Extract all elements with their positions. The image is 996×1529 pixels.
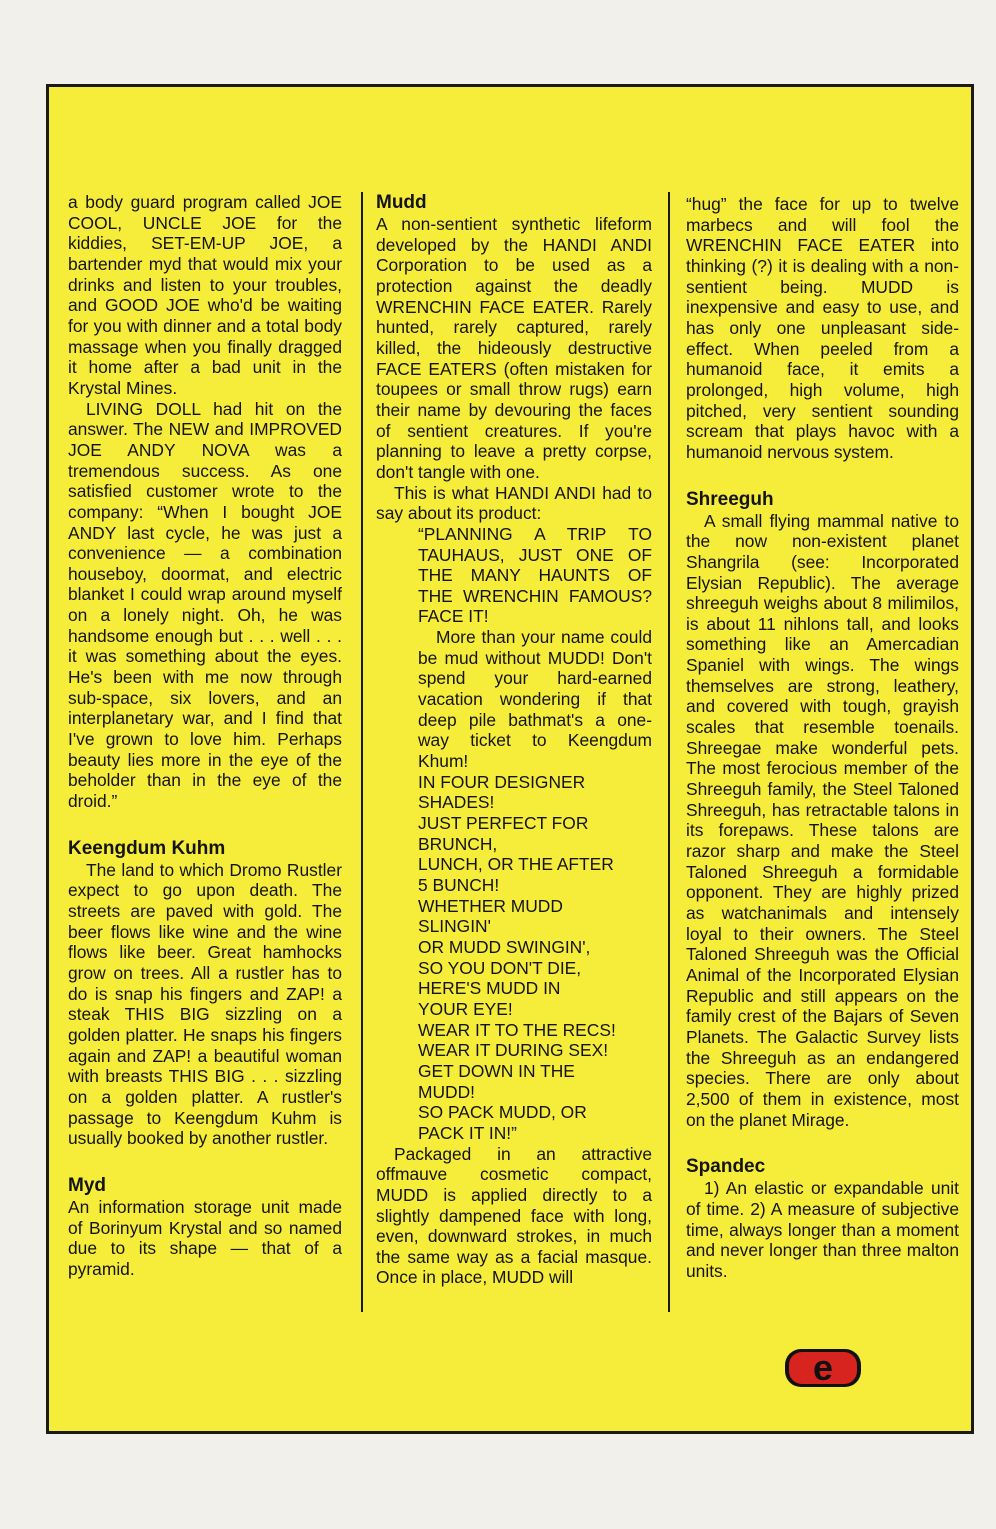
ad-jingle-line: SO YOU DON'T DIE, [418,957,582,978]
joe-andy-paragraph-2: LIVING DOLL had hit on the answer. The NEW and IMPROVED JOE ANDY NOVA was a tremendous success. As one satisfied customer wrote to the company: “When I bought JOE ANDY last cycle, he was just a convenience — a combination houseboy, doormat, and electric blanket I could wrap around myself on a lonely night. Oh, he was handsome enough but . . . well . . . it was something about the eyes. He's been with me now through sub-space, six lovers, and an interplanetary war, and I find that I've grown to love him. Perhaps beauty lies more in the eye of the beholder than in the eye of the droid.” [68,398,342,812]
ad-jingle-line: LUNCH, OR THE AFTER [418,854,614,875]
heading-mudd: Mudd [376,192,427,213]
mudd-text: A non-sentient synthetic lifeform developed by the HANDI ANDI Corporation to be used as a protection against the deadly WRENCHIN FACE EATER. Rarely hunted, rarely captured, rarely killed, the hideously destructive FACE EATERS (often mistaken for toupees or small throw rugs) earn their name by devouring the faces of sentient creatures. If you're planning to leave a pretty corpse, don't tangle with one. [376,214,652,482]
shreeguh-text: A small flying mammal native to the now non-existent planet Shangrila (see: Incorporated Elysian Republic). The average shreeguh weighs about 8 milimilos, is about 11 nihlons tall, and looks something like an Amercadian Spaniel with wings. The wings themselves are strong, leathery, and covered with tough, grayish scales that resemble toenails. Shreegae make wonderful pets. The most ferocious member of the Shreeguh family, the Steel Taloned Shreeguh, has retractable talons in its forepaws. These talons are razor sharp and make the Steel Taloned Shreeguh a formidable opponent. They are highly prized as watchanimals and intensely loyal to their owners. The Steel Taloned Shreeguh was the Official Animal of the Incorporated Elysian Republic and still appears on the family crest of the Bajars of Seven Planets. The Galactic Survey lists the Shreeguh as an endangered species. There are only about 2,500 of them in existence, most on the planet Mirage. [686,510,959,1130]
mudd-advertisement [418,524,652,1144]
ad-jingle-line: WEAR IT TO THE RECS! [418,1019,616,1040]
heading-keengdum-kuhm: Keengdum Kuhm [68,837,226,859]
spandec-text: 1) An elastic or expandable unit of time. 2) A measure of subjective time, always longer than a moment and never longer than three malton units. [686,1178,959,1281]
ad-jingle-line: IN FOUR DESIGNER [418,771,586,792]
ad-jingle-line: HERE'S MUDD IN [418,978,561,999]
mudd-packaging-text: Packaged in an attractive offmauve cosmetic compact, MUDD is applied directly to a slightly dampened face with long, even, downward strokes, in much the same way as a facial masque. Once in place, MUDD will [376,1143,652,1288]
ad-jingle-line: PACK IT IN!” [418,1122,517,1143]
logo-letter: e [812,1347,834,1388]
column-2 [376,192,652,1288]
ad-jingle-line: WHETHER MUDD [418,895,563,916]
column-3 [686,194,959,1282]
ad-jingle-line: JUST PERFECT FOR [418,813,589,834]
ad-jingle-line: SLINGIN' [418,916,491,937]
myd-text: An information storage unit made of Borinyum Krystal and so named due to its shape — that of a pyramid. [68,1196,342,1279]
heading-spandec: Spandec [686,1156,766,1178]
ad-lead: “PLANNING A TRIP TO TAUHAUS, JUST ONE OF THE MANY HAUNTS OF THE WRENCHIN FAMOUS? FACE IT! [418,523,652,627]
mudd-continued-text: “hug” the face for up to twelve marbecs and will fool the WRENCHIN FACE EATER into thinking (?) it is dealing with a non-sentient being. MUDD is inexpensive and easy to use, and has only one unpleasant side-effect. When peeled from a humanoid face, it emits a prolonged, high volume, high pitched, very sentient sounding scream that plays havoc with a humanoid nervous system. [686,194,959,462]
heading-myd: Myd [68,1174,106,1196]
keengdum-kuhm-text: The land to which Dromo Rustler expect to go upon death. The streets are paved with gold. The beer flows like wine and the wine flows like beer. Great hamhocks grow on trees. All a rustler has to do is snap his fingers and ZAP! a steak THIS BIG sizzling on a golden platter. He snaps his fingers again and ZAP! a beautiful woman with breasts THIS BIG . . . sizzling on a golden platter. A rustler's passage to Keengdum Kuhm is usually booked by another rustler. [68,859,342,1149]
ad-jingle-line: SO PACK MUDD, OR [418,1102,587,1123]
ad-jingle-line: BRUNCH, [418,833,498,854]
mudd-quote-intro: This is what HANDI ANDI had to say about its product: [376,482,652,524]
ad-jingle-line: GET DOWN IN THE [418,1060,575,1081]
column-divider-2 [668,192,670,1312]
ad-body: More than your name could be mud without MUDD! Don't spend your hard-earned vacation wondering if that deep pile bathmat's a one-way ticket to Keengdum Khum! [418,627,652,772]
ad-jingle-line: OR MUDD SWINGIN', [418,936,591,957]
ad-jingle-line: 5 BUNCH! [418,875,500,895]
column-1 [68,192,342,1280]
ad-jingle-line: SHADES! [418,792,495,813]
ad-jingle-line: YOUR EYE! [418,998,513,1019]
heading-shreeguh: Shreeguh [686,488,774,510]
ad-jingle-line: WEAR IT DURING SEX! [418,1040,609,1061]
column-divider-1 [361,192,363,1312]
ad-jingle [418,772,652,1144]
ad-jingle-line: MUDD! [418,1081,475,1102]
joe-andy-paragraph-1: a body guard program called JOE COOL, UNCLE JOE for the kiddies, SET-EM-UP JOE, a bartender myd that would mix your drinks and listen to your troubles, and GOOD JOE who'd be waiting for you with dinner and a total body massage when you finally dragged it home after a bad unit in the Krystal Mines. [68,192,342,398]
epic-e-logo-icon [783,1347,863,1389]
